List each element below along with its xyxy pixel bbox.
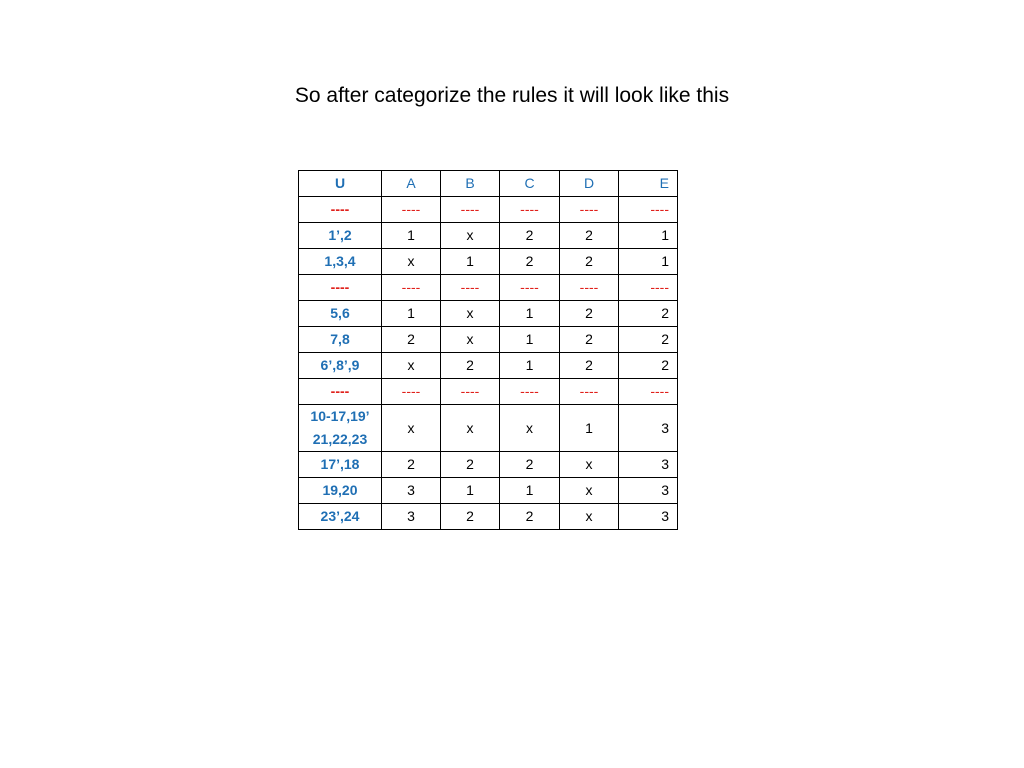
row-label-line: 21,22,23 (312, 431, 368, 447)
table-cell: 2 (619, 353, 678, 379)
table-cell: ---- (619, 379, 678, 405)
table-header-row (299, 171, 678, 197)
table-cell: x (382, 405, 441, 452)
table-cell: x (441, 301, 500, 327)
row-label-cell: 19,20 (299, 478, 382, 504)
table-cell: ---- (441, 197, 500, 223)
table-cell: 2 (560, 327, 619, 353)
separator-row (299, 275, 678, 301)
table-cell: 1 (441, 478, 500, 504)
table-cell: 2 (560, 353, 619, 379)
row-label-cell: 5,6 (299, 301, 382, 327)
row-label-line: 10-17,19’ (310, 408, 370, 424)
table-cell: 2 (560, 249, 619, 275)
table-cell: x (441, 223, 500, 249)
header-cell-a: A (382, 171, 441, 197)
table-cell: ---- (382, 197, 441, 223)
table-cell: ---- (560, 379, 619, 405)
table-cell: 2 (560, 223, 619, 249)
table-cell: 2 (382, 327, 441, 353)
table-cell: ---- (382, 275, 441, 301)
row-label-cell: 1’,2 (299, 223, 382, 249)
table-cell: ---- (441, 275, 500, 301)
table-cell: ---- (619, 197, 678, 223)
table-cell: ---- (619, 275, 678, 301)
table-cell: ---- (560, 197, 619, 223)
table-cell: x (441, 405, 500, 452)
table-row (299, 223, 678, 249)
row-label-cell: 6’,8’,9 (299, 353, 382, 379)
table-cell: x (560, 504, 619, 530)
header-cell-d: D (560, 171, 619, 197)
table-cell: 1 (500, 301, 560, 327)
table-cell: 2 (441, 504, 500, 530)
table-cell: 1 (619, 249, 678, 275)
row-label-cell: 1,3,4 (299, 249, 382, 275)
table-cell: 1 (441, 249, 500, 275)
table-cell: 1 (619, 223, 678, 249)
table-cell: 3 (382, 478, 441, 504)
table-cell: 1 (560, 405, 619, 452)
table-cell: ---- (441, 379, 500, 405)
separator-row (299, 379, 678, 405)
table-cell: 2 (500, 452, 560, 478)
table-cell: 1 (500, 327, 560, 353)
table-row (299, 405, 678, 452)
table-cell: ---- (500, 197, 560, 223)
table-row (299, 353, 678, 379)
row-label-cell: 17’,18 (299, 452, 382, 478)
table-cell: ---- (299, 275, 382, 301)
table-cell: 3 (619, 504, 678, 530)
slide-title: So after categorize the rules it will look like this (294, 84, 730, 107)
table-cell: 2 (560, 301, 619, 327)
header-cell-b: B (441, 171, 500, 197)
table-cell: x (382, 249, 441, 275)
table-cell: 2 (382, 452, 441, 478)
row-label-cell: 23’,24 (299, 504, 382, 530)
table-cell: ---- (299, 197, 382, 223)
table-row (299, 478, 678, 504)
table-cell: 2 (619, 301, 678, 327)
table-row (299, 301, 678, 327)
table-cell: 2 (441, 353, 500, 379)
table-row (299, 249, 678, 275)
table-cell: x (560, 478, 619, 504)
table-cell: 2 (500, 249, 560, 275)
table-cell: 1 (382, 223, 441, 249)
table-cell: ---- (299, 379, 382, 405)
header-cell-c: C (500, 171, 560, 197)
header-cell-e: E (619, 171, 678, 197)
table-cell: ---- (560, 275, 619, 301)
header-cell-u: U (299, 171, 382, 197)
separator-row (299, 197, 678, 223)
table-cell: 2 (500, 223, 560, 249)
table-cell: 3 (619, 452, 678, 478)
table-cell: ---- (382, 379, 441, 405)
table-row (299, 452, 678, 478)
table-cell: ---- (500, 379, 560, 405)
table-cell: 2 (441, 452, 500, 478)
table-cell: x (441, 327, 500, 353)
row-label-cell: 7,8 (299, 327, 382, 353)
table-row (299, 504, 678, 530)
table-cell: ---- (500, 275, 560, 301)
row-label-cell (299, 405, 382, 452)
table-cell: 3 (619, 405, 678, 452)
table-cell: x (560, 452, 619, 478)
table-row (299, 327, 678, 353)
table-cell: 1 (500, 353, 560, 379)
table-cell: x (382, 353, 441, 379)
table-cell: 3 (619, 478, 678, 504)
table-cell: 3 (382, 504, 441, 530)
table-cell: x (500, 405, 560, 452)
rules-table (298, 170, 678, 530)
table-cell: 2 (500, 504, 560, 530)
table-cell: 2 (619, 327, 678, 353)
table-cell: 1 (500, 478, 560, 504)
table-cell: 1 (382, 301, 441, 327)
